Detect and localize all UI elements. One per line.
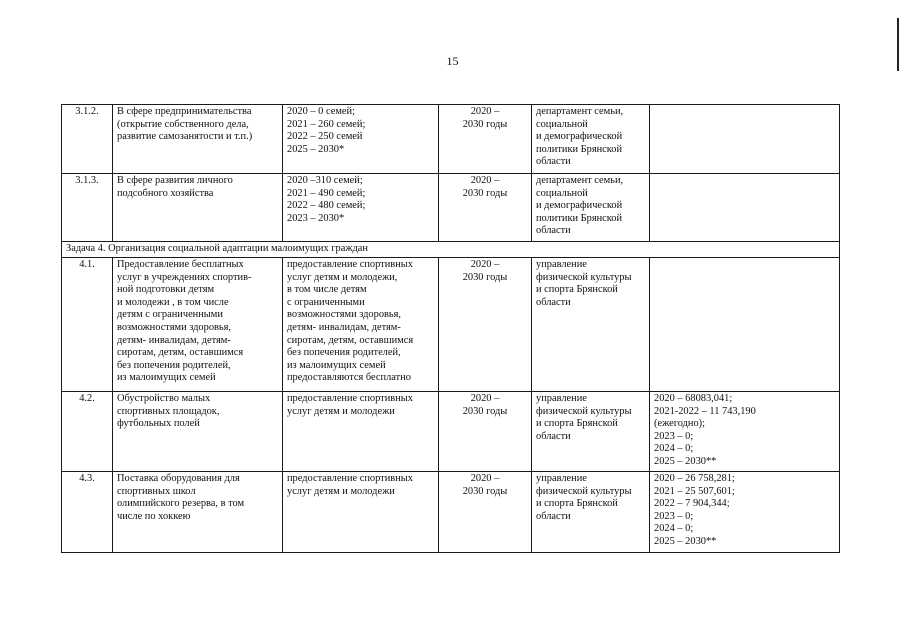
funding-cell: 2020 – 68083,041; 2021-2022 – 11 743,190 (ежегодно); 2023 – 0; 2024 – 0; 2025 – 2030**: [650, 392, 840, 472]
indicator-cell: предоставление спортивных услуг детям и молодежи: [283, 392, 439, 472]
task-heading: Задача 4. Организация социальной адаптации малоимущих граждан: [62, 242, 840, 258]
row-number: 3.1.2.: [62, 105, 113, 174]
activity-cell: Поставка оборудования для спортивных школ олимпийского резерва, в том числе по хоккею: [113, 472, 283, 553]
activity-cell: Обустройство малых спортивных площадок, футбольных полей: [113, 392, 283, 472]
funding-cell: [650, 105, 840, 174]
row-number: 3.1.3.: [62, 174, 113, 242]
years-cell: 2020 – 2030 годы: [439, 472, 532, 553]
table-row: [62, 174, 840, 242]
executor-cell: управление физической культуры и спорта Брянской области: [532, 392, 650, 472]
funding-cell: [650, 174, 840, 242]
funding-cell: 2020 – 26 758,281; 2021 – 25 507,601; 2022 – 7 904,344; 2023 – 0; 2024 – 0; 2025 – 2030**: [650, 472, 840, 553]
measures-table: [61, 104, 840, 553]
activity-cell: В сфере предпринимательства (открытие собственного дела, развитие самозанятости и т.п.): [113, 105, 283, 174]
margin-binding-mark: [897, 18, 899, 71]
page-number: 15: [446, 54, 459, 68]
executor-cell: управление физической культуры и спорта Брянской области: [532, 258, 650, 392]
row-number: 4.3.: [62, 472, 113, 553]
table-row: [62, 105, 840, 174]
funding-cell: [650, 258, 840, 392]
table-row: [62, 258, 840, 392]
row-number: 4.1.: [62, 258, 113, 392]
executor-cell: департамент семьи, социальной и демографической политики Брянской области: [532, 105, 650, 174]
indicator-cell: 2020 –310 семей; 2021 – 490 семей; 2022 – 480 семей; 2023 – 2030*: [283, 174, 439, 242]
table-row: [62, 472, 840, 553]
row-number: 4.2.: [62, 392, 113, 472]
table-row: [62, 392, 840, 472]
years-cell: 2020 – 2030 годы: [439, 174, 532, 242]
indicator-cell: предоставление спортивных услуг детям и молодежи: [283, 472, 439, 553]
activity-cell: В сфере развития личного подсобного хозяйства: [113, 174, 283, 242]
years-cell: 2020 – 2030 годы: [439, 392, 532, 472]
years-cell: 2020 – 2030 годы: [439, 258, 532, 392]
executor-cell: управление физической культуры и спорта Брянской области: [532, 472, 650, 553]
executor-cell: департамент семьи, социальной и демографической политики Брянской области: [532, 174, 650, 242]
indicator-cell: предоставление спортивных услуг детям и молодежи, в том числе детям с ограниченными возможностями здоровья, детям- инвалидам, детям- сиротам, детям, оставшимся без попечения родителей, из малоимущих семей предоставляются бесплатно: [283, 258, 439, 392]
years-cell: 2020 – 2030 годы: [439, 105, 532, 174]
task-heading-row: [62, 242, 840, 258]
indicator-cell: 2020 – 0 семей; 2021 – 260 семей; 2022 – 250 семей 2025 – 2030*: [283, 105, 439, 174]
activity-cell: Предоставление бесплатных услуг в учреждениях спортив- ной подготовки детям и молодежи , в том числе детям с ограниченными возможностями здоровья, детям- инвалидам, детям- сиротам, детям, оставшимся без попечения родителей, из малоимущих семей: [113, 258, 283, 392]
